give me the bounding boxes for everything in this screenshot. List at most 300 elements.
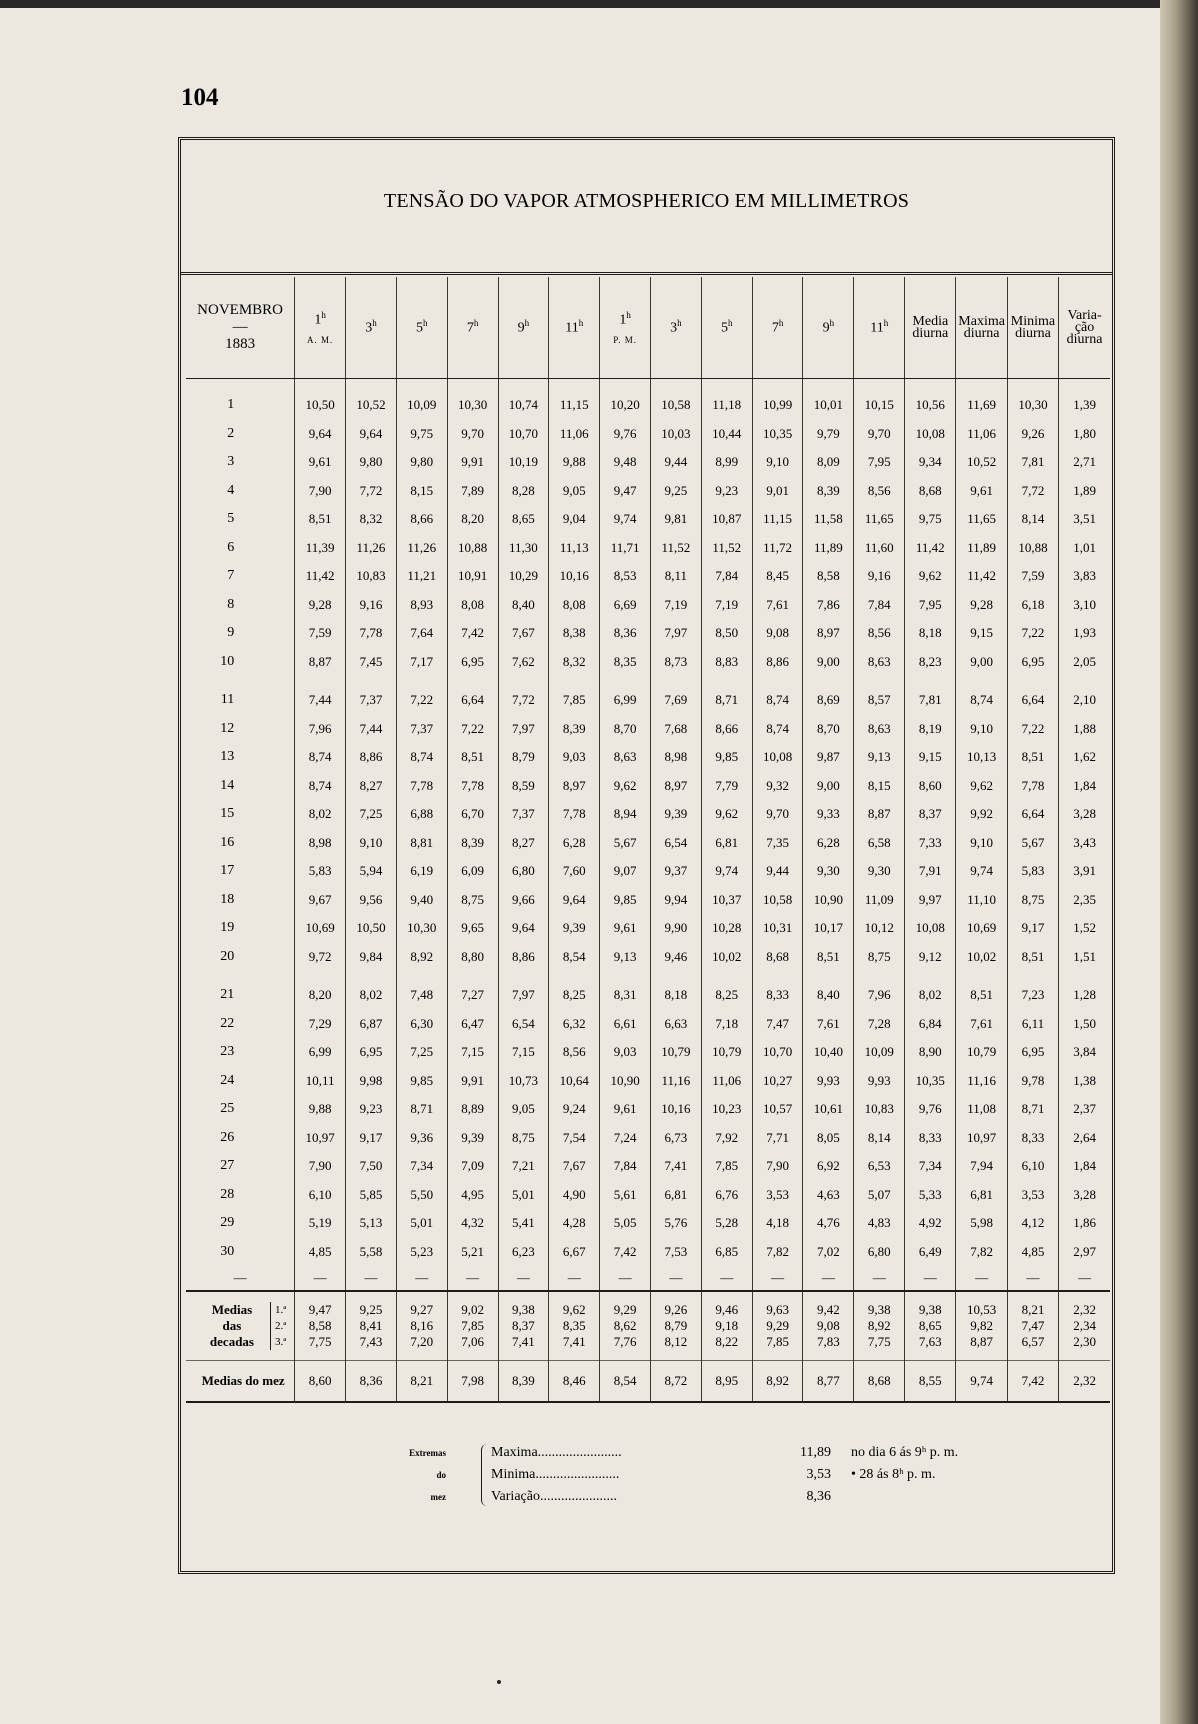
decade-mean-value: 9,02 (461, 1302, 484, 1317)
value-cell: 2,64 (1059, 1124, 1110, 1153)
value-cell: 8,75 (1007, 886, 1058, 915)
value-cell: 8,56 (549, 1038, 600, 1067)
value-cell: 8,80 (447, 943, 498, 972)
value-cell: 9,07 (600, 857, 651, 886)
hour-unit: h (321, 310, 326, 321)
decade-means-cell (1059, 1291, 1110, 1361)
decade-ordinal: 2.ª (274, 1320, 287, 1332)
value-cell: 10,27 (752, 1067, 803, 1096)
day-cell: 21 (220, 987, 235, 1003)
value-cell: 6,18 (1007, 591, 1058, 620)
decade-means-title-line: decadas (209, 1334, 254, 1349)
value-cell: 8,87 (854, 800, 905, 829)
value-cell: 11,60 (854, 534, 905, 563)
value-cell: 10,97 (295, 1124, 346, 1153)
value-cell: 9,62 (905, 562, 956, 591)
dash-cell: — (956, 1266, 1007, 1291)
stat-header (956, 277, 1007, 379)
table-row (186, 619, 1110, 648)
decade-means-cell (600, 1291, 651, 1361)
value-cell: 7,15 (447, 1038, 498, 1067)
decade-mean-value: 8,65 (918, 1318, 942, 1333)
value-cell: 7,59 (1007, 562, 1058, 591)
value-cell: 6,10 (295, 1181, 346, 1210)
value-cell: 9,88 (549, 448, 600, 477)
value-cell: 8,08 (447, 591, 498, 620)
value-cell: 7,82 (956, 1238, 1007, 1267)
value-cell: 10,69 (956, 914, 1007, 943)
value-cell: 7,53 (651, 1238, 702, 1267)
value-cell: 8,14 (1007, 505, 1058, 534)
header-row (186, 277, 1110, 379)
value-cell: 2,37 (1059, 1095, 1110, 1124)
decade-means-cell (956, 1291, 1007, 1361)
ink-speck (497, 1680, 501, 1684)
decade-mean-value: 9,46 (715, 1302, 739, 1317)
value-cell: 10,20 (600, 391, 651, 420)
hour-period: A. M. (306, 334, 334, 345)
spacer-cell (396, 676, 447, 686)
value-cell: 8,83 (701, 648, 752, 677)
value-cell: 6,64 (447, 686, 498, 715)
value-cell: 9,44 (651, 448, 702, 477)
hour-unit: h (677, 318, 682, 329)
month-dash: — (232, 319, 248, 335)
value-cell: 8,25 (549, 981, 600, 1010)
value-cell: 8,40 (498, 591, 549, 620)
value-cell: 10,90 (600, 1067, 651, 1096)
decade-means-cell (498, 1291, 549, 1361)
value-cell: 7,18 (701, 1010, 752, 1039)
value-cell: 6,61 (600, 1010, 651, 1039)
value-cell: 7,85 (549, 686, 600, 715)
value-cell: 1,93 (1059, 619, 1110, 648)
value-cell: 1,62 (1059, 743, 1110, 772)
value-cell: 9,93 (854, 1067, 905, 1096)
value-cell: 3,91 (1059, 857, 1110, 886)
value-cell: 11,06 (956, 420, 1007, 449)
value-cell: 3,84 (1059, 1038, 1110, 1067)
decade-mean-value: 9,27 (410, 1302, 434, 1317)
value-cell: 4,76 (803, 1209, 854, 1238)
value-cell: 11,42 (905, 534, 956, 563)
decade-means-cell (1007, 1291, 1058, 1361)
value-cell: 9,74 (701, 857, 752, 886)
extremes-label-line-2: do (436, 1470, 446, 1480)
value-cell: 6,92 (803, 1152, 854, 1181)
value-cell: 7,95 (854, 448, 905, 477)
value-cell: 7,90 (295, 1152, 346, 1181)
value-cell: 10,87 (701, 505, 752, 534)
value-cell: 7,82 (752, 1238, 803, 1267)
table-row (186, 743, 1110, 772)
value-cell: 3,83 (1059, 562, 1110, 591)
spacer-cell (186, 676, 295, 686)
decade-means-cell (396, 1291, 447, 1361)
value-cell: 9,61 (295, 448, 346, 477)
decade-means-cell (701, 1291, 752, 1361)
dash-cell: — (701, 1266, 752, 1291)
hour-label: 11 (870, 320, 884, 336)
decade-mean-value: 9,38 (867, 1302, 891, 1317)
value-cell: 8,51 (1007, 743, 1058, 772)
table-row (186, 448, 1110, 477)
hour-label: 7 (466, 320, 474, 336)
value-cell: 8,15 (854, 772, 905, 801)
day-cell: 10 (220, 653, 235, 669)
hour-unit: h (524, 318, 530, 329)
spacer-cell (1007, 971, 1058, 981)
spacer-cell (651, 676, 702, 686)
spacer-cell (905, 379, 956, 392)
value-cell: 9,48 (600, 448, 651, 477)
decade-means-row (186, 1291, 1110, 1361)
value-cell: 7,84 (854, 591, 905, 620)
day-cell: 6 (227, 539, 235, 555)
spacer-cell (498, 676, 549, 686)
decade-mean-value: 9,42 (817, 1302, 840, 1317)
stat-header-line: Maxima (958, 313, 1005, 329)
value-cell: 2,97 (1059, 1238, 1110, 1267)
value-cell: 8,74 (295, 743, 346, 772)
value-cell: 10,70 (752, 1038, 803, 1067)
decade-mean-value: 9,29 (613, 1302, 637, 1317)
value-cell: 5,01 (498, 1181, 549, 1210)
day-cell: 17 (220, 863, 235, 879)
value-cell: 10,90 (803, 886, 854, 915)
day-cell: 7 (227, 568, 235, 584)
value-cell: 4,83 (854, 1209, 905, 1238)
value-cell: 4,12 (1007, 1209, 1058, 1238)
hour-header (803, 277, 854, 379)
value-cell: 9,74 (600, 505, 651, 534)
value-cell: 7,22 (396, 686, 447, 715)
value-cell: 10,02 (701, 943, 752, 972)
value-cell: 8,08 (549, 591, 600, 620)
day-cell: 1 (227, 397, 235, 413)
value-cell: 7,72 (498, 686, 549, 715)
value-cell: 9,05 (549, 477, 600, 506)
value-cell: 8,36 (600, 619, 651, 648)
vapor-tension-table (186, 277, 1110, 1403)
value-cell: 8,71 (701, 686, 752, 715)
decade-ordinals (270, 1302, 286, 1350)
value-cell: 6,99 (600, 686, 651, 715)
value-cell: 1,01 (1059, 534, 1110, 563)
value-cell: 8,71 (396, 1095, 447, 1124)
value-cell: 6,49 (905, 1238, 956, 1267)
value-cell: 6,11 (1007, 1010, 1058, 1039)
decade-mean-value: 7,76 (613, 1334, 637, 1349)
value-cell: 10,74 (498, 391, 549, 420)
value-cell: 8,27 (346, 772, 397, 801)
value-cell: 7,97 (498, 715, 549, 744)
value-cell: 10,99 (752, 391, 803, 420)
value-cell: 9,91 (447, 1067, 498, 1096)
value-cell: 6,54 (651, 829, 702, 858)
value-cell: 7,61 (956, 1010, 1007, 1039)
value-cell: 11,42 (956, 562, 1007, 591)
value-cell: 8,69 (803, 686, 854, 715)
decade-means-cell (447, 1291, 498, 1361)
value-cell: 11,42 (295, 562, 346, 591)
month-mean-value: 2,32 (1059, 1361, 1110, 1403)
value-cell: 9,94 (651, 886, 702, 915)
hour-header (701, 277, 752, 379)
value-cell: 8,51 (295, 505, 346, 534)
value-cell: 7,64 (396, 619, 447, 648)
value-cell: 8,79 (498, 743, 549, 772)
spacer-cell (1007, 676, 1058, 686)
value-cell: 10,91 (447, 562, 498, 591)
value-cell: 8,63 (854, 715, 905, 744)
value-cell: 8,39 (549, 715, 600, 744)
value-cell: 8,60 (905, 772, 956, 801)
value-cell: 9,85 (600, 886, 651, 915)
table-row (186, 1095, 1110, 1124)
value-cell: 10,88 (447, 534, 498, 563)
value-cell: 3,51 (1059, 505, 1110, 534)
value-cell: 7,85 (701, 1152, 752, 1181)
decade-mean-value: 8,37 (512, 1318, 535, 1333)
value-cell: 9,13 (600, 943, 651, 972)
decade-mean-value: 9,62 (562, 1302, 586, 1317)
table-row (186, 1010, 1110, 1039)
value-cell: 7,67 (498, 619, 549, 648)
value-cell: 7,35 (752, 829, 803, 858)
value-cell: 11,06 (701, 1067, 752, 1096)
year-label: 1883 (225, 336, 256, 352)
value-cell: 8,74 (295, 772, 346, 801)
value-cell: 6,10 (1007, 1152, 1058, 1181)
decade-means-cell (905, 1291, 956, 1361)
value-cell: 9,23 (701, 477, 752, 506)
hour-header (295, 277, 346, 379)
decade-mean-value: 7,63 (918, 1334, 942, 1349)
decade-mean-value: 8,16 (410, 1318, 434, 1333)
value-cell: 10,23 (701, 1095, 752, 1124)
value-cell: 11,26 (396, 534, 447, 563)
value-cell: 8,89 (447, 1095, 498, 1124)
value-cell: 6,73 (651, 1124, 702, 1153)
table-row (186, 715, 1110, 744)
value-cell: 7,48 (396, 981, 447, 1010)
value-cell: 11,71 (600, 534, 651, 563)
month-means-row (186, 1361, 1110, 1403)
value-cell: 6,95 (346, 1038, 397, 1067)
value-cell: 9,16 (854, 562, 905, 591)
extreme-value: 8,36 (806, 1489, 831, 1504)
decade-mean-value: 9,08 (817, 1318, 840, 1333)
value-cell: 10,97 (956, 1124, 1007, 1153)
spacer-cell (295, 379, 346, 392)
value-cell: 6,09 (447, 857, 498, 886)
day-cell: 11 (220, 692, 235, 708)
value-cell: 8,75 (498, 1124, 549, 1153)
month-mean-value: 8,55 (905, 1361, 956, 1403)
value-cell: 10,35 (752, 420, 803, 449)
value-cell: 10,30 (1007, 391, 1058, 420)
value-cell: 4,95 (447, 1181, 498, 1210)
value-cell: 7,22 (447, 715, 498, 744)
value-cell: 8,23 (905, 648, 956, 677)
value-cell: 6,23 (498, 1238, 549, 1267)
hour-label: 9 (517, 320, 525, 336)
hour-header (854, 277, 905, 379)
spacer-cell (498, 379, 549, 392)
spacer-cell (752, 379, 803, 392)
value-cell: 10,09 (854, 1038, 905, 1067)
page-edge-shadow (1160, 0, 1198, 1724)
value-cell: 10,40 (803, 1038, 854, 1067)
value-cell: 7,22 (1007, 619, 1058, 648)
decade-mean-value: 7,85 (766, 1334, 789, 1349)
value-cell: 7,37 (346, 686, 397, 715)
value-cell: 5,83 (295, 857, 346, 886)
value-cell: 9,80 (346, 448, 397, 477)
value-cell: 4,63 (803, 1181, 854, 1210)
table-row (186, 391, 1110, 420)
value-cell: 10,01 (803, 391, 854, 420)
value-cell: 8,33 (752, 981, 803, 1010)
hour-unit: h (372, 318, 377, 329)
spacer-cell (396, 379, 447, 392)
decade-mean-value: 7,41 (512, 1334, 535, 1349)
value-cell: 7,94 (956, 1152, 1007, 1181)
value-cell: 7,33 (905, 829, 956, 858)
value-cell: 6,54 (498, 1010, 549, 1039)
dash-cell: — (1007, 1266, 1058, 1291)
value-cell: 9,62 (701, 800, 752, 829)
hour-unit: h (626, 310, 631, 321)
value-cell: 11,13 (549, 534, 600, 563)
value-cell: 9,66 (498, 886, 549, 915)
value-cell: 8,74 (752, 686, 803, 715)
value-cell: 11,08 (956, 1095, 1007, 1124)
value-cell: 9,39 (447, 1124, 498, 1153)
dash-cell: — (295, 1266, 346, 1291)
value-cell: 8,81 (396, 829, 447, 858)
value-cell: 4,85 (1007, 1238, 1058, 1267)
decade-mean-value: 2,34 (1073, 1318, 1096, 1333)
spacer-cell (956, 379, 1007, 392)
table-row (186, 562, 1110, 591)
value-cell: 9,44 (752, 857, 803, 886)
value-cell: 10,35 (905, 1067, 956, 1096)
extreme-note: • 28 ás 8ʰ p. m. (851, 1467, 936, 1482)
value-cell: 11,52 (701, 534, 752, 563)
value-cell: 6,99 (295, 1038, 346, 1067)
stat-header (1007, 277, 1058, 379)
month-mean-value: 8,95 (701, 1361, 752, 1403)
decade-mean-value: 9,18 (715, 1318, 739, 1333)
spacer-cell (600, 971, 651, 981)
decade-mean-value: 7,41 (562, 1334, 586, 1349)
value-cell: 8,51 (1007, 943, 1058, 972)
table-row (186, 772, 1110, 801)
value-cell: 1,39 (1059, 391, 1110, 420)
table-row (186, 1067, 1110, 1096)
value-cell: 8,73 (651, 648, 702, 677)
value-cell: 9,28 (956, 591, 1007, 620)
dash-cell: — (803, 1266, 854, 1291)
value-cell: 2,35 (1059, 886, 1110, 915)
value-cell: 8,74 (956, 686, 1007, 715)
value-cell: 7,78 (549, 800, 600, 829)
value-cell: 8,33 (1007, 1124, 1058, 1153)
value-cell: 7,78 (1007, 772, 1058, 801)
decade-mean-value: 8,35 (562, 1318, 586, 1333)
month-mean-value: 8,77 (803, 1361, 854, 1403)
value-cell: 3,53 (1007, 1181, 1058, 1210)
value-cell: 9,08 (752, 619, 803, 648)
value-cell: 9,16 (346, 591, 397, 620)
value-cell: 8,51 (803, 943, 854, 972)
stat-header-line: diurna (1015, 325, 1051, 341)
value-cell: 6,70 (447, 800, 498, 829)
value-cell: 9,91 (447, 448, 498, 477)
hour-header (346, 277, 397, 379)
value-cell: 7,22 (1007, 715, 1058, 744)
value-cell: 10,79 (701, 1038, 752, 1067)
value-cell: 7,78 (396, 772, 447, 801)
value-cell: 8,18 (651, 981, 702, 1010)
value-cell: 10,61 (803, 1095, 854, 1124)
day-cell: 22 (220, 1015, 235, 1031)
value-cell: 8,32 (346, 505, 397, 534)
table-row (186, 686, 1110, 715)
value-cell: 9,15 (905, 743, 956, 772)
spacer-cell (752, 676, 803, 686)
table-row (186, 420, 1110, 449)
value-cell: 11,89 (956, 534, 1007, 563)
day-cell: 25 (220, 1101, 235, 1117)
value-cell: 10,13 (956, 743, 1007, 772)
extremes-label-line-3: mez (430, 1492, 446, 1502)
value-cell: 4,90 (549, 1181, 600, 1210)
value-cell: 8,19 (905, 715, 956, 744)
spacer-cell (1059, 379, 1110, 392)
stat-header-line: Minima (1010, 313, 1056, 329)
value-cell: 10,52 (346, 391, 397, 420)
value-cell: 8,51 (447, 743, 498, 772)
hour-label: 3 (365, 320, 373, 336)
decade-mean-value: 2,30 (1073, 1334, 1096, 1349)
value-cell: 7,71 (752, 1124, 803, 1153)
value-cell: 10,08 (905, 914, 956, 943)
spacer-cell (396, 971, 447, 981)
value-cell: 11,16 (651, 1067, 702, 1096)
value-cell: 6,69 (600, 591, 651, 620)
value-cell: 4,28 (549, 1209, 600, 1238)
value-cell: 8,02 (346, 981, 397, 1010)
table-row (186, 1209, 1110, 1238)
spacer-cell (295, 971, 346, 981)
value-cell: 7,86 (803, 591, 854, 620)
value-cell: 8,09 (803, 448, 854, 477)
month-mean-value: 8,60 (295, 1361, 346, 1403)
decade-means-cell (854, 1291, 905, 1361)
value-cell: 11,09 (854, 886, 905, 915)
value-cell: 8,40 (803, 981, 854, 1010)
value-cell: 4,18 (752, 1209, 803, 1238)
value-cell: 7,91 (905, 857, 956, 886)
value-cell: 8,98 (651, 743, 702, 772)
value-cell: 11,65 (854, 505, 905, 534)
value-cell: 9,10 (956, 715, 1007, 744)
value-cell: 7,81 (905, 686, 956, 715)
day-cell: 24 (220, 1072, 235, 1088)
